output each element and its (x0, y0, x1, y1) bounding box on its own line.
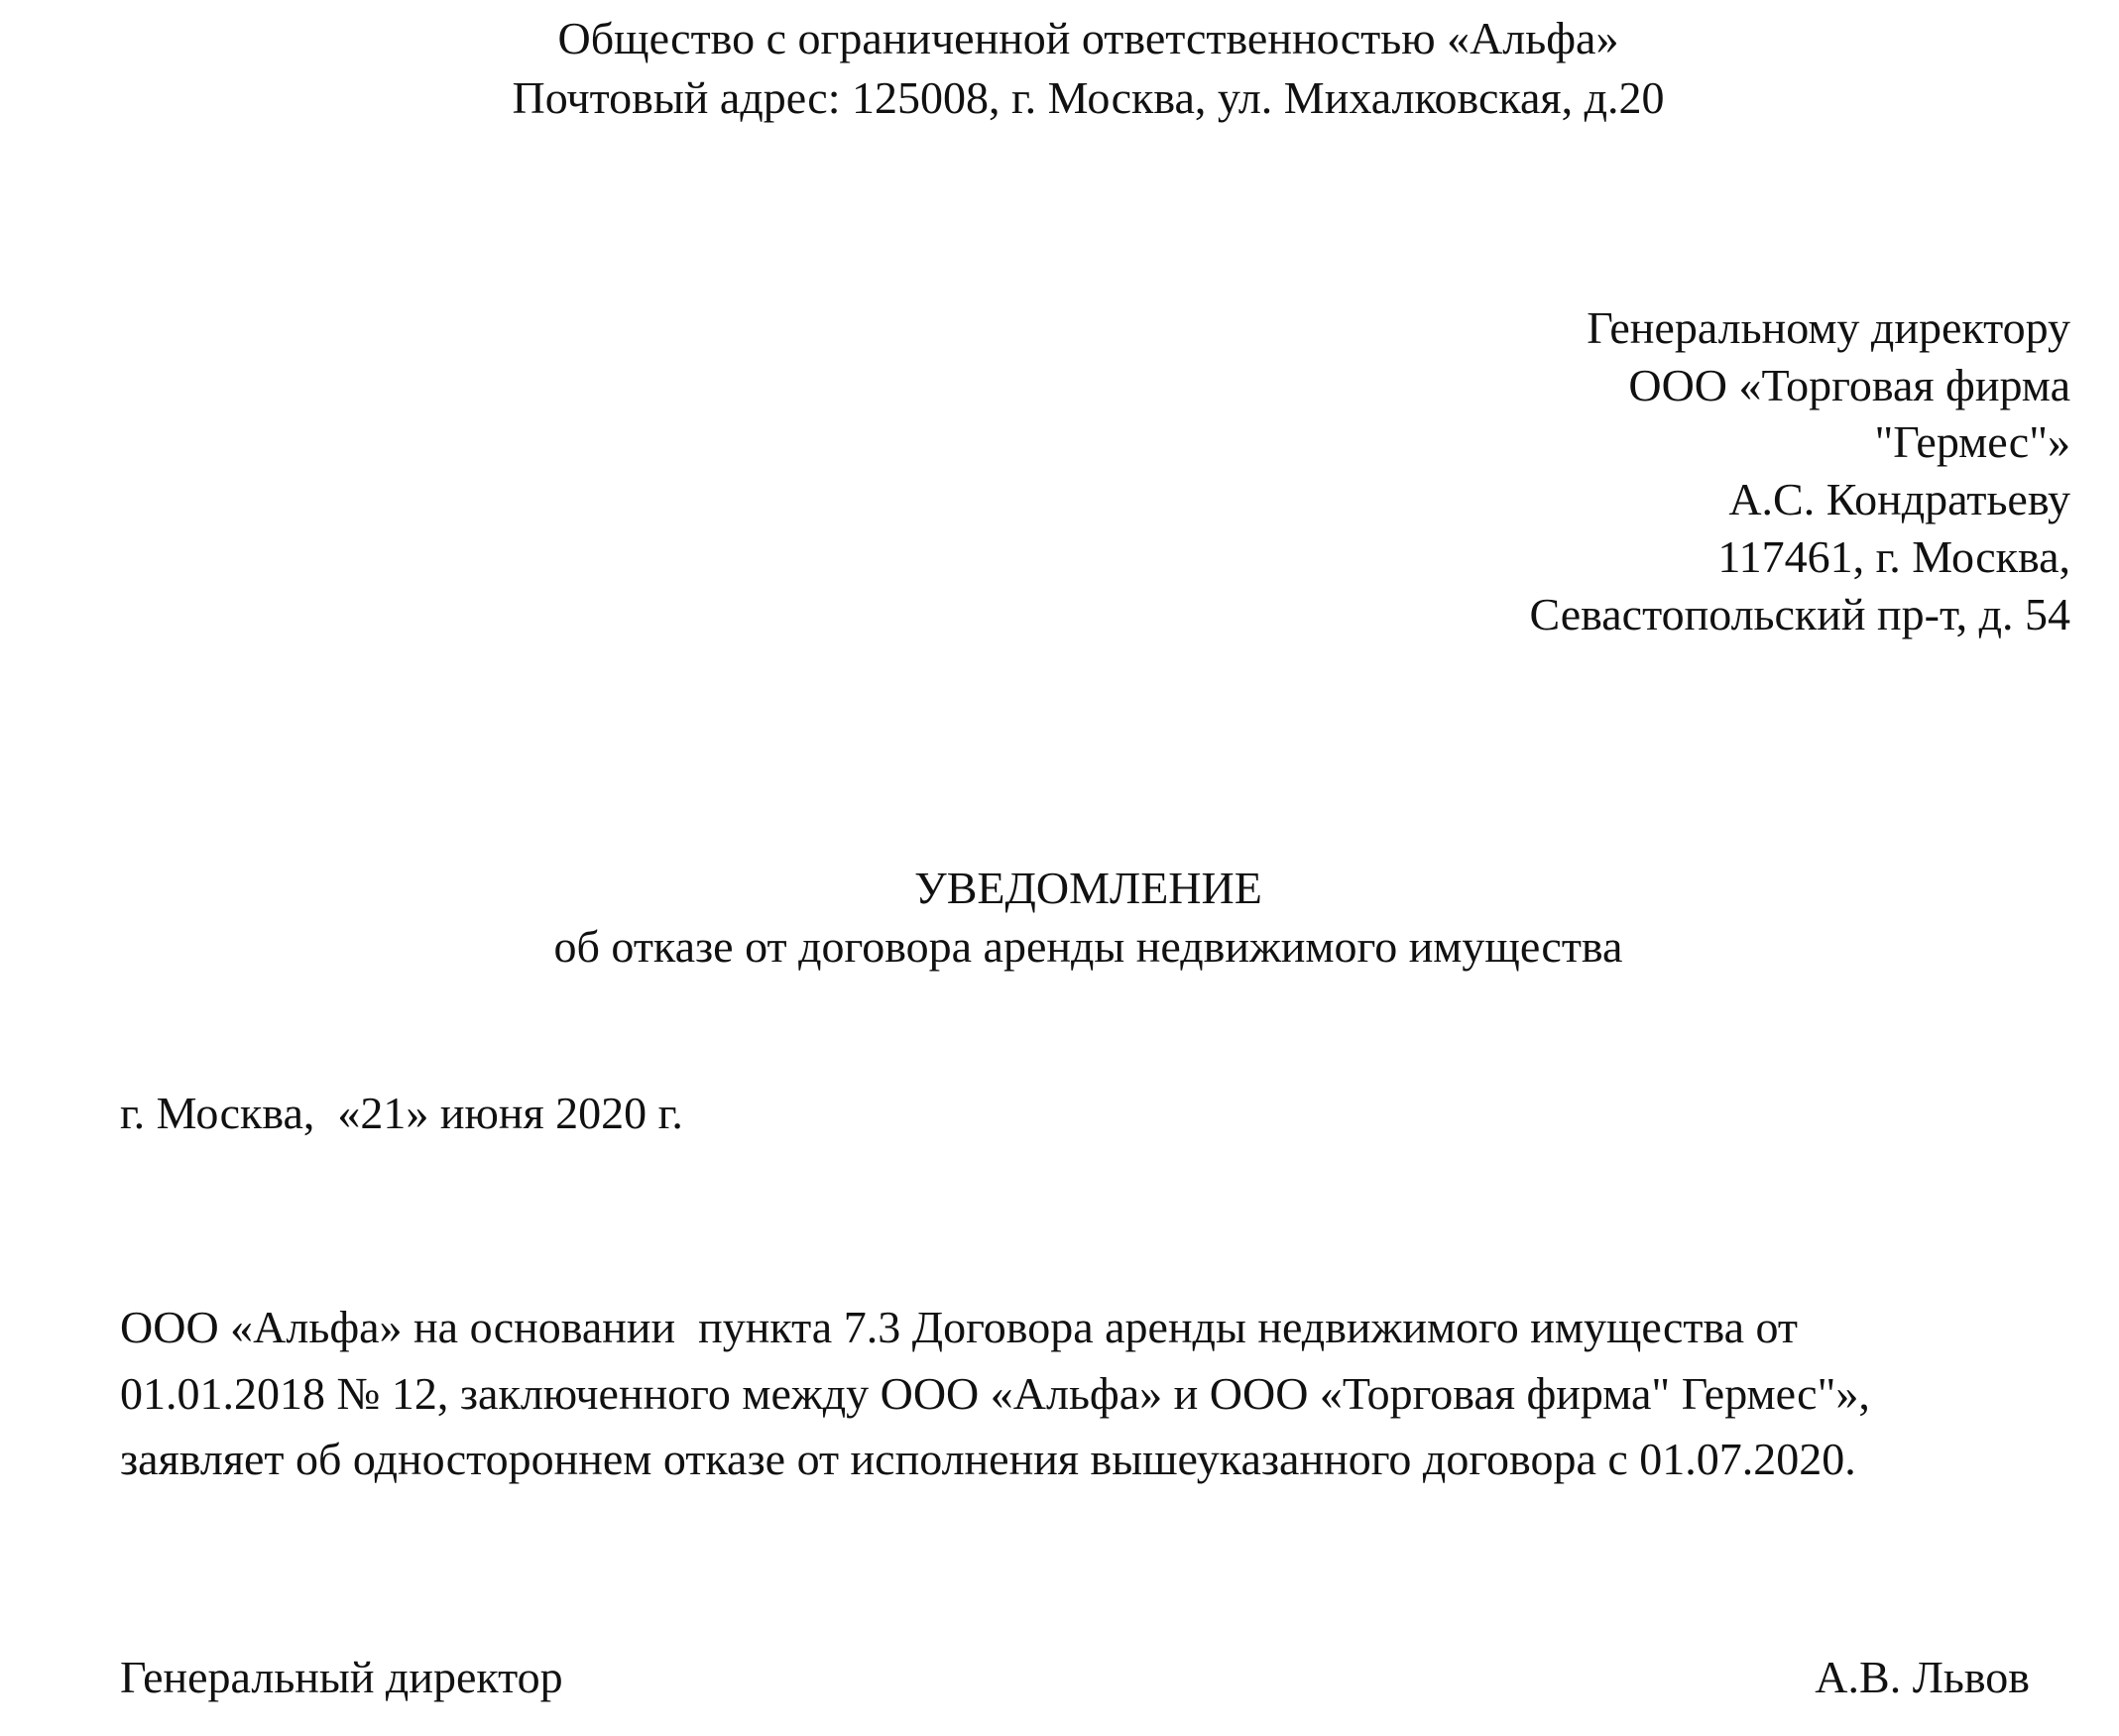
body-line: 01.01.2018 № 12, заключенного между ООО «Альфа» и ООО «Торговая фирма" Гермес"», (120, 1368, 1870, 1419)
signature-name: А.В. Львов (1815, 1652, 2030, 1702)
title-main: УВЕДОМЛЕНИЕ (914, 863, 1262, 913)
place-date: г. Москва, «21» июня 2020 г. (120, 1088, 683, 1138)
body-line: ООО «Альфа» на основании пункта 7.3 Договора аренды недвижимого имущества от (120, 1302, 1799, 1352)
sender-name: Общество с ограниченной ответственностью «Альфа» (557, 13, 1619, 63)
body-line: заявляет об одностороннем отказе от исполнения вышеуказанного договора с 01.07.2020. (120, 1434, 1856, 1484)
recipient-line: Севастопольский пр-т, д. 54 (1529, 589, 2070, 639)
recipient-line: А.С. Кондратьеву (1728, 474, 2070, 524)
recipient-line: ООО «Торговая фирма (1628, 360, 2070, 410)
recipient-line: 117461, г. Москва, (1717, 531, 2070, 582)
sender-address: Почтовый адрес: 125008, г. Москва, ул. Михалковская, д.20 (512, 72, 1665, 123)
recipient-line: "Гермес"» (1874, 416, 2070, 467)
signature-position: Генеральный директор (120, 1652, 563, 1702)
recipient-line: Генеральному директору (1587, 302, 2070, 353)
title-subtitle: об отказе от договора аренды недвижимого имущества (553, 921, 1623, 972)
